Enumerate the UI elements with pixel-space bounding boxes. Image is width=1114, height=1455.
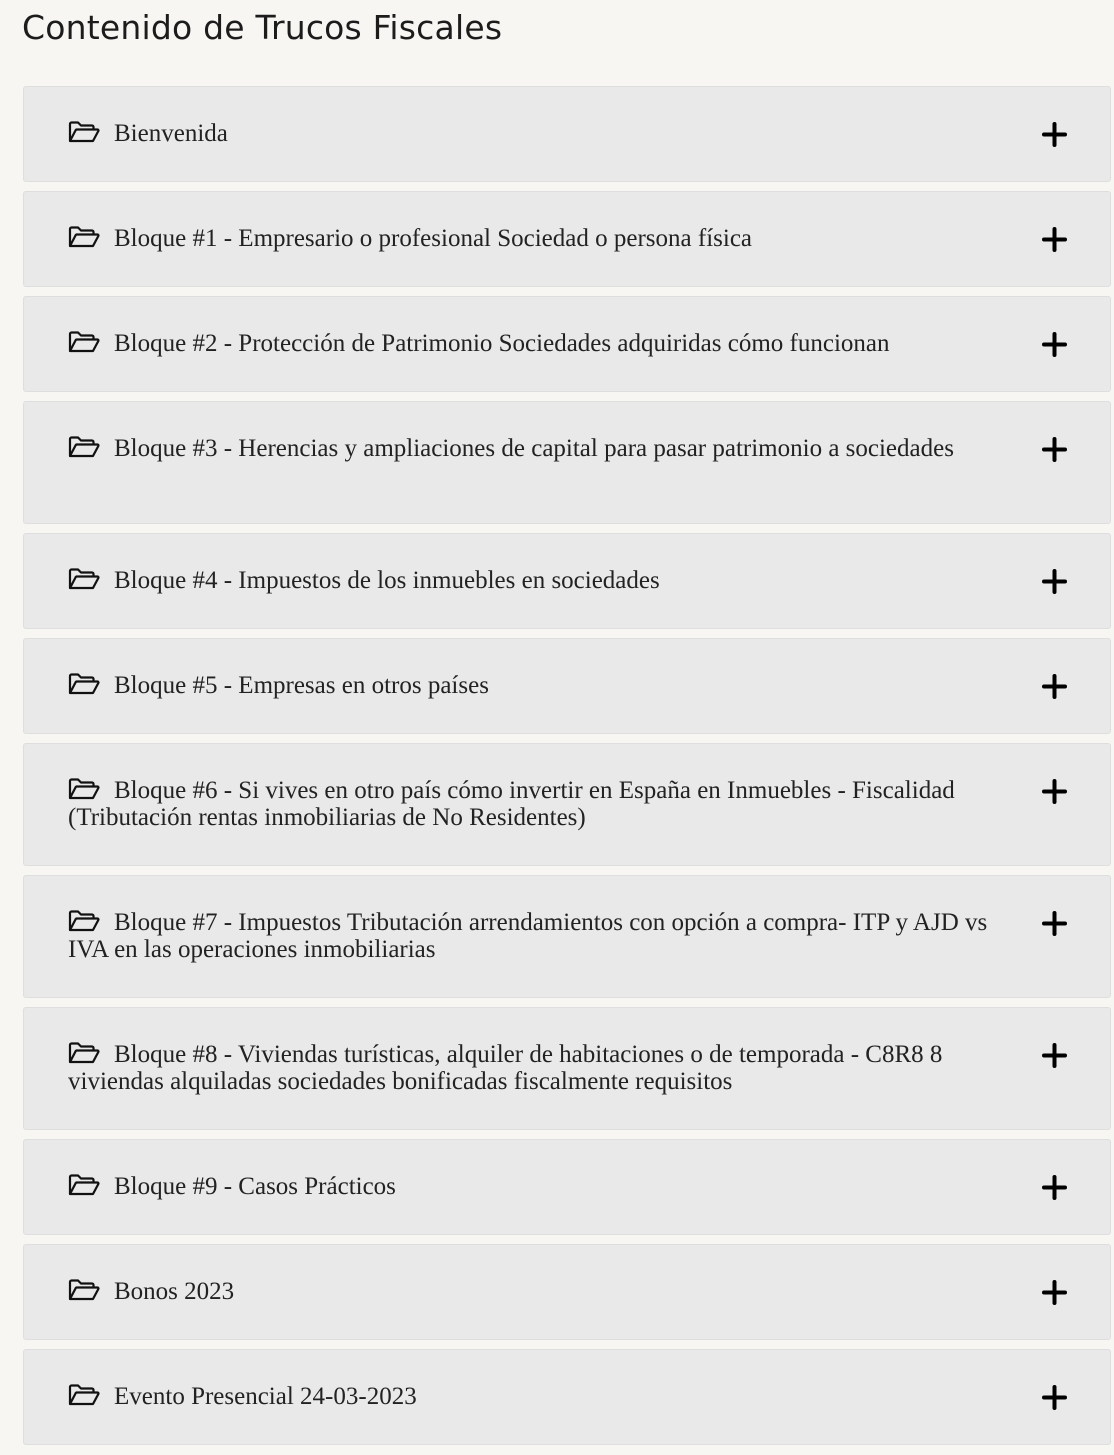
accordion-item-label: Bloque #5 - Empresas en otros países	[114, 672, 489, 699]
accordion-item-bloque-2[interactable]	[23, 296, 1111, 392]
accordion-item-bloque-9[interactable]	[23, 1139, 1111, 1235]
accordion-item-label: Bloque #8 - Viviendas turísticas, alquiler de habitaciones o de temporada - C8R8 8 viviendas alquiladas sociedades bonificadas fiscalmente requisitos	[68, 1041, 943, 1095]
accordion-item-label: Bloque #6 - Si vives en otro país cómo invertir en España en Inmuebles - Fiscalidad (Tributación rentas inmobiliarias de No Residentes)	[68, 777, 955, 831]
folder-open-icon	[68, 568, 100, 590]
folder-open-icon	[68, 1042, 100, 1064]
accordion-item-label: Bonos 2023	[114, 1278, 235, 1305]
plus-icon[interactable]	[1042, 1385, 1067, 1410]
plus-icon[interactable]	[1042, 1280, 1067, 1305]
folder-open-icon	[68, 1279, 100, 1301]
folder-open-icon	[68, 436, 100, 458]
plus-icon[interactable]	[1042, 332, 1067, 357]
plus-icon[interactable]	[1042, 1175, 1067, 1200]
folder-open-icon	[68, 226, 100, 248]
folder-open-icon	[68, 1174, 100, 1196]
plus-icon[interactable]	[1042, 674, 1067, 699]
plus-icon[interactable]	[1042, 122, 1067, 147]
accordion-item-label: Bloque #7 - Impuestos Tributación arrendamientos con opción a compra- ITP y AJD vs IVA en las operaciones inmobiliarias	[68, 909, 988, 963]
accordion-item-bloque-4[interactable]	[23, 533, 1111, 629]
accordion-item-bloque-8[interactable]	[23, 1007, 1111, 1130]
accordion-item-label: Bloque #3 - Herencias y ampliaciones de capital para pasar patrimonio a sociedades	[114, 435, 954, 462]
page-title: Contenido de Trucos Fiscales	[22, 8, 503, 47]
accordion-item-evento-presencial[interactable]	[23, 1349, 1111, 1445]
folder-open-icon	[68, 121, 100, 143]
accordion-item-label: Bienvenida	[114, 120, 228, 147]
folder-open-icon	[68, 331, 100, 353]
accordion-item-bonos-2023[interactable]	[23, 1244, 1111, 1340]
folder-open-icon	[68, 778, 100, 800]
plus-icon[interactable]	[1042, 779, 1067, 804]
accordion-item-label: Evento Presencial 24-03-2023	[114, 1383, 417, 1410]
folder-open-icon	[68, 910, 100, 932]
accordion-item-bloque-1[interactable]	[23, 191, 1111, 287]
accordion-item-bloque-3[interactable]	[23, 401, 1111, 524]
accordion-item-label: Bloque #4 - Impuestos de los inmuebles en sociedades	[114, 567, 660, 594]
accordion-item-label: Bloque #9 - Casos Prácticos	[114, 1173, 396, 1200]
plus-icon[interactable]	[1042, 227, 1067, 252]
accordion-item-bloque-7[interactable]	[23, 875, 1111, 998]
accordion-item-label: Bloque #1 - Empresario o profesional Sociedad o persona física	[114, 225, 753, 252]
accordion-item-label: Bloque #2 - Protección de Patrimonio Sociedades adquiridas cómo funcionan	[114, 330, 890, 357]
accordion-item-bloque-6[interactable]	[23, 743, 1111, 866]
plus-icon[interactable]	[1042, 569, 1067, 594]
accordion-item-bienvenida[interactable]	[23, 86, 1111, 182]
plus-icon[interactable]	[1042, 911, 1067, 936]
plus-icon[interactable]	[1042, 1043, 1067, 1068]
plus-icon[interactable]	[1042, 437, 1067, 462]
sections-accordion	[23, 86, 1111, 1454]
folder-open-icon	[68, 673, 100, 695]
folder-open-icon	[68, 1384, 100, 1406]
accordion-item-bloque-5[interactable]	[23, 638, 1111, 734]
